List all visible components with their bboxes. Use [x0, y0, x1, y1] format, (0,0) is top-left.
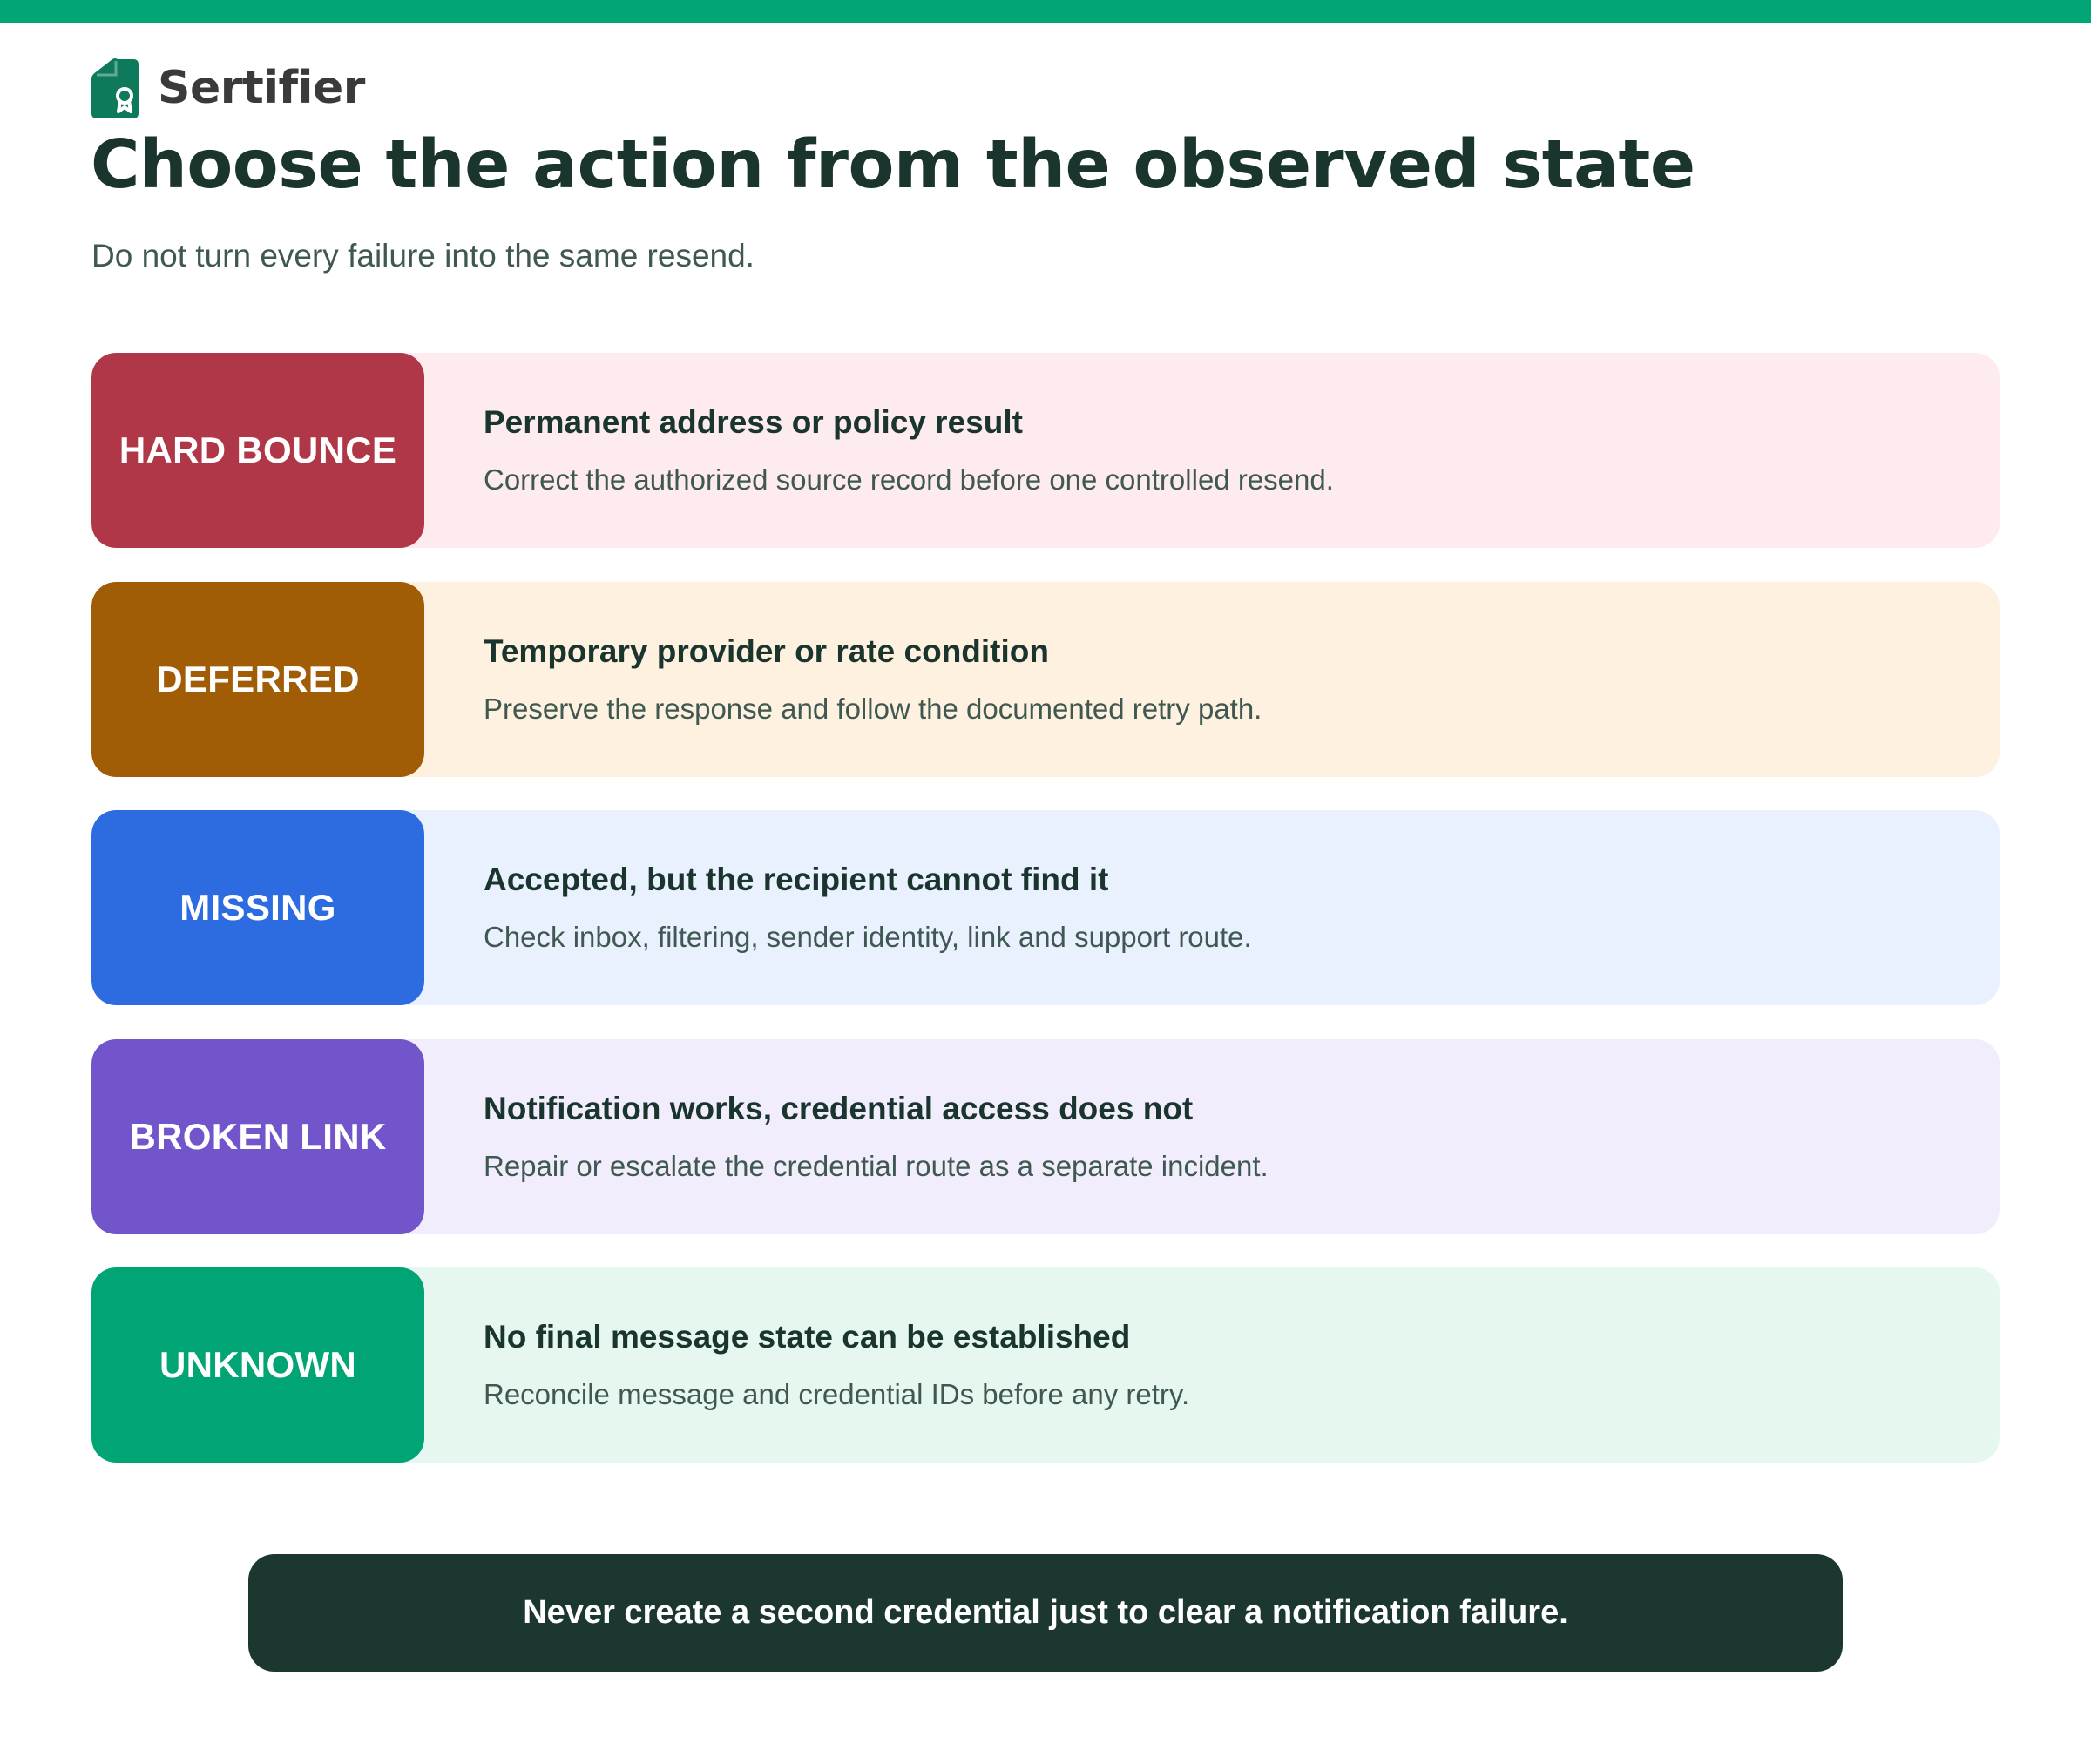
state-row-hard-bounce — [91, 353, 2000, 548]
state-row-missing — [91, 810, 2000, 1005]
state-title: Temporary provider or rate condition — [484, 632, 1049, 669]
state-badge: HARD BOUNCE — [91, 353, 424, 548]
sertifier-logo — [91, 57, 365, 118]
state-description: Check inbox, filtering, sender identity, link and support route. — [484, 921, 1252, 954]
state-row-broken-link — [91, 1039, 2000, 1234]
state-body — [424, 582, 2000, 777]
state-description: Repair or escalate the credential route as a separate incident. — [484, 1149, 1269, 1182]
state-title: Notification works, credential access does not — [484, 1090, 1194, 1126]
state-body — [424, 1039, 2000, 1234]
warning-banner: Never create a second credential just to clear a notification failure. — [248, 1554, 1843, 1672]
state-body — [424, 353, 2000, 548]
page-title: Choose the action from the observed state — [91, 126, 1695, 204]
state-title: No final message state can be established — [484, 1319, 1131, 1355]
state-row-deferred — [91, 582, 2000, 777]
state-row-unknown — [91, 1267, 2000, 1463]
state-body — [424, 810, 2000, 1005]
logo-wordmark: Sertifier — [158, 62, 365, 114]
state-title: Permanent address or policy result — [484, 404, 1023, 440]
state-badge: DEFERRED — [91, 582, 424, 777]
state-badge: MISSING — [91, 810, 424, 1005]
certificate-icon — [91, 57, 139, 118]
state-description: Correct the authorized source record before one controlled resend. — [484, 463, 1334, 497]
state-badge: UNKNOWN — [91, 1267, 424, 1463]
state-badge: BROKEN LINK — [91, 1039, 424, 1234]
state-description: Reconcile message and credential IDs before any retry. — [484, 1378, 1190, 1411]
page-subtitle: Do not turn every failure into the same resend. — [91, 238, 755, 274]
state-description: Preserve the response and follow the documented retry path. — [484, 692, 1262, 725]
state-action-list — [91, 353, 2000, 1497]
state-title: Accepted, but the recipient cannot find it — [484, 862, 1109, 897]
state-body — [424, 1267, 2000, 1463]
brand-top-bar — [0, 0, 2091, 23]
